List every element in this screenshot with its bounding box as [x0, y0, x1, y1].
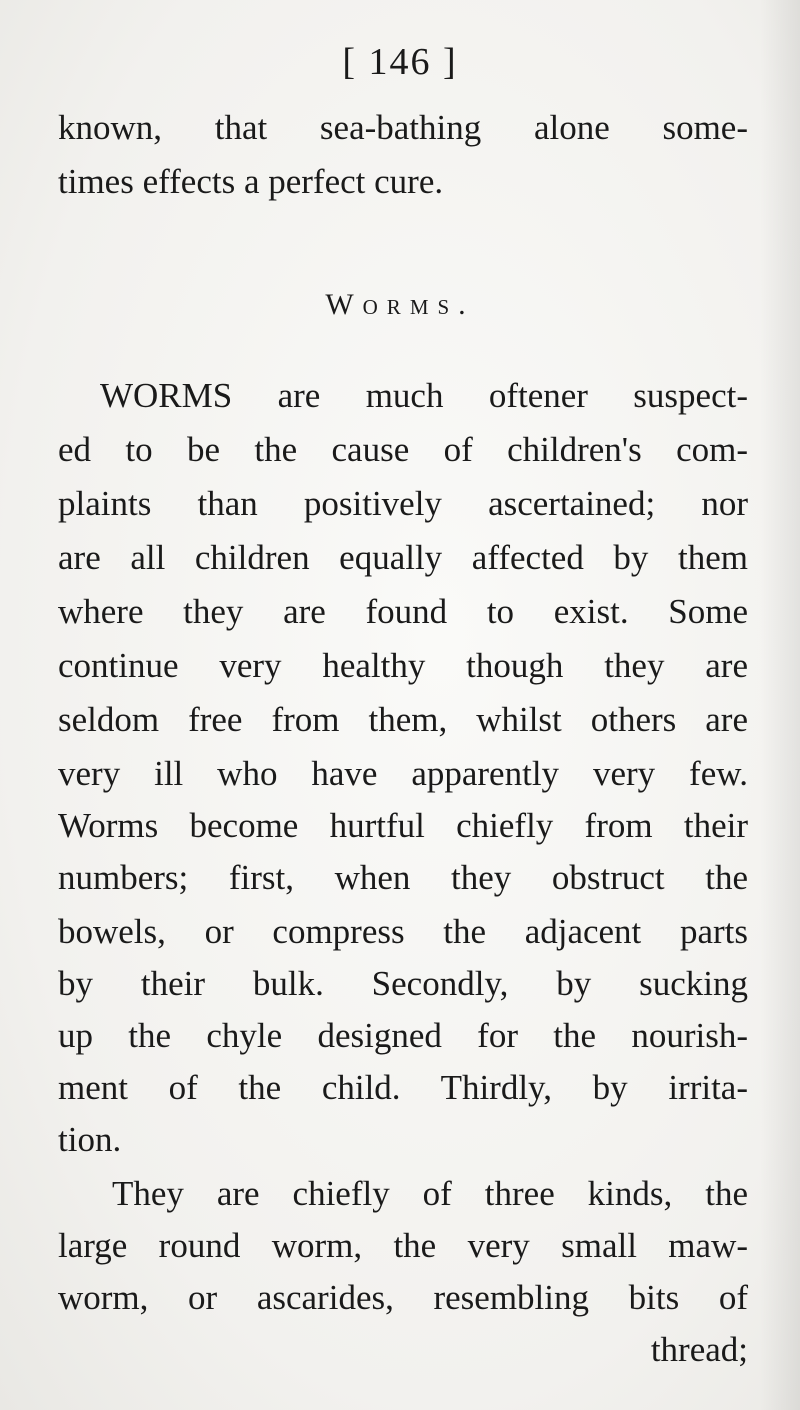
text-line: are all children equally affected by them: [58, 538, 748, 577]
text-line: seldom free from them, whilst others are: [58, 700, 748, 739]
text-line: WORMS are much oftener suspect-: [100, 376, 748, 415]
text-line: ment of the child. Thirdly, by irrita-: [58, 1068, 748, 1107]
text-line: worm, or ascarides, resembling bits of: [58, 1278, 748, 1317]
text-line: They are chiefly of three kinds, the: [112, 1174, 748, 1213]
text-line: tion.: [58, 1120, 122, 1159]
text-line: bowels, or compress the adjacent parts: [58, 912, 748, 951]
text-line: times effects a perfect cure.: [58, 162, 444, 201]
text-line: plaints than positively ascertained; nor: [58, 484, 748, 523]
text-line: by their bulk. Secondly, by sucking: [58, 964, 748, 1003]
section-heading: Worms.: [325, 288, 475, 321]
text-line: Worms become hurtful chiefly from their: [58, 806, 748, 845]
text-line: where they are found to exist. Some: [58, 592, 748, 631]
text-line: large round worm, the very small maw-: [58, 1226, 748, 1265]
text-line: very ill who have apparently very few.: [58, 754, 748, 793]
text-line: ed to be the cause of children's com-: [58, 430, 748, 469]
text-line: known, that sea-bathing alone some-: [58, 108, 748, 147]
catchword: thread;: [650, 1330, 748, 1369]
text-line: numbers; first, when they obstruct the: [58, 858, 748, 897]
page-number: [ 146 ]: [342, 41, 458, 83]
text-line: continue very healthy though they are: [58, 646, 748, 685]
page-edge-shadow: [760, 0, 800, 1410]
text-line: up the chyle designed for the nourish-: [58, 1016, 748, 1055]
